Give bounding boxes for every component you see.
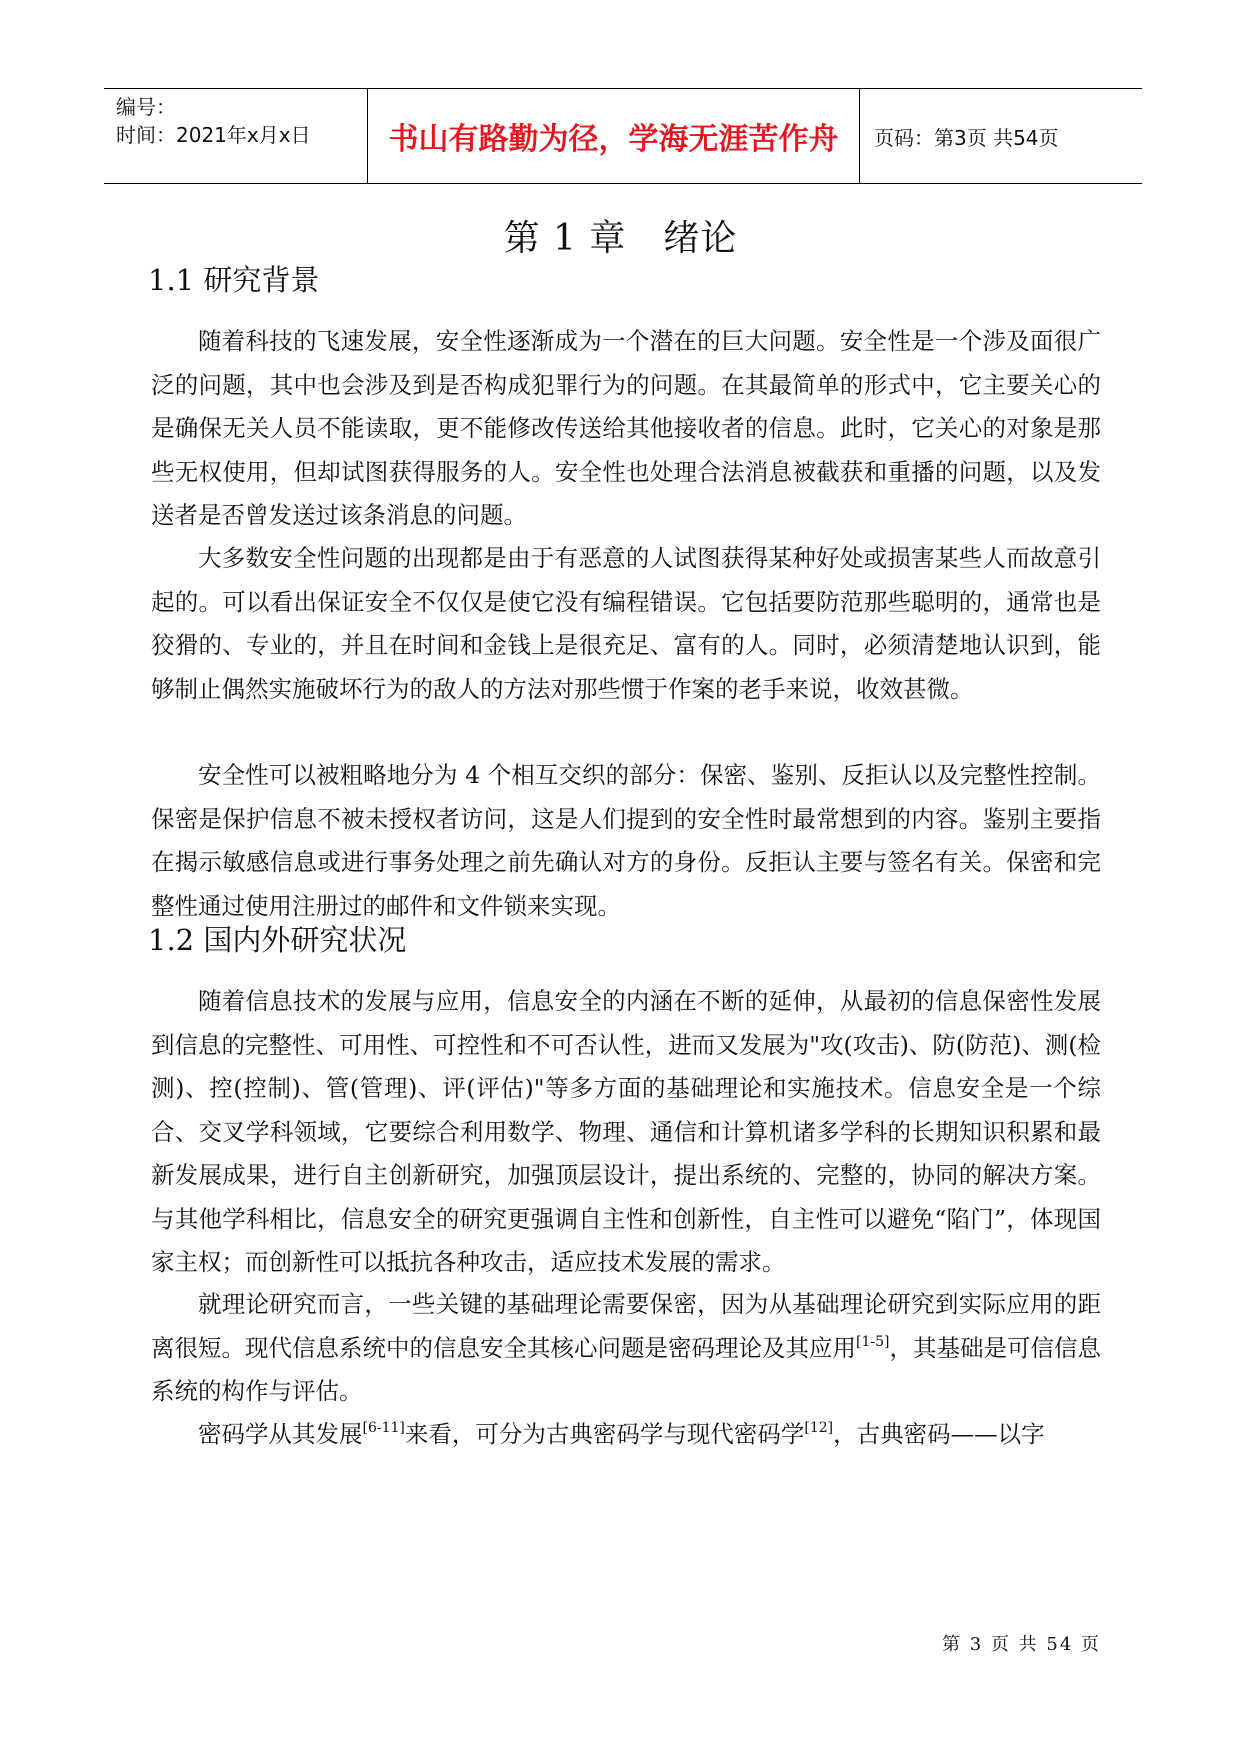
paragraph-text: 来看，可分为古典密码学与现代密码学 bbox=[404, 1420, 805, 1448]
paragraph: 随着科技的飞速发展，安全性逐渐成为一个潜在的巨大问题。安全性是一个涉及面很广泛的问题，其中也会涉及到是否构成犯罪行为的问题。在其最简单的形式中，它主要关心的是确保无关人员不能读取，更不能修改传送给其他接收者的信息。此时，它关心的对象是那些无权使用，但却试图获得服务的人。安全性也处理合法消息被截获和重播的问题，以及发送者是否曾发送过该条消息的问题。 bbox=[151, 327, 1101, 529]
chapter-title: 第 1 章 绪论 bbox=[503, 218, 738, 259]
citation: [1-5] bbox=[856, 1333, 890, 1350]
section-title-1-2: 1.2 国内外研究状况 bbox=[148, 923, 407, 957]
paragraph bbox=[151, 1413, 1101, 1457]
paragraph: 安全性可以被粗略地分为 4 个相互交织的部分：保密、鉴别、反拒认以及完整性控制。保密是保护信息不被未授权者访问，这是人们提到的安全性时最常想到的内容。鉴别主要指在揭示敏感信息或进行事务处理之前先确认对方的身份。反拒认主要与签名有关。保密和完整性通过使用注册过的邮件和文件锁来实现。 bbox=[151, 761, 1101, 920]
citation: [12] bbox=[804, 1420, 834, 1436]
page-footer: 第 3 页 共 54 页 bbox=[942, 1634, 1101, 1655]
paragraph: 大多数安全性问题的出现都是由于有恶意的人试图获得某种好处或损害某些人而故意引起的。可以看出保证安全不仅仅是使它没有编程错误。它包括要防范那些聪明的，通常也是狡猾的、专业的，并且在时间和金钱上是很充足、富有的人。同时，必须清楚地认识到，能够制止偶然实施破坏行为的敌人的方法对那些惯于作案的老手来说，收效甚微。 bbox=[151, 544, 1101, 703]
header-meta bbox=[104, 89, 368, 183]
paragraph-text: 就理论研究而言，一些关键的基础理论需要保密，因为从基础理论研究到实际应用的距离很短。现代信息系统中的信息安全其核心问题是密码理论及其应用 bbox=[151, 1290, 1101, 1362]
paragraph-text: 密码学从其发展 bbox=[198, 1420, 363, 1448]
paragraph: 随着信息技术的发展与应用，信息安全的内涵在不断的延伸，从最初的信息保密性发展到信息的完整性、可用性、可控性和不可否认性，进而又发展为"攻(攻击)、防(防范)、测(检测)、控(控制)、管(管理)、评(评估)"等多方面的基础理论和实施技术。信息安全是一个综合、交叉学科领域，它要综合利用数学、物理、通信和计算机诸多学科的长期知识积累和最新发展成果，进行自主创新研究，加强顶层设计，提出系统的、完整的，协同的解决方案。与其他学科相比，信息安全的研究更强调自主性和创新性，自主性可以避免“陷门”，体现国家主权；而创新性可以抵抗各种攻击，适应技术发展的需求。 bbox=[151, 987, 1101, 1276]
paragraph-text: ，其基础是可信信息系统的构作与评估。 bbox=[151, 1333, 1102, 1405]
page-header bbox=[104, 88, 1142, 184]
time-label: 时间：2021年x月x日 bbox=[116, 123, 311, 147]
header-page-label: 页码：第3页 共54页 bbox=[874, 125, 1059, 150]
paragraph-text: ，古典密码——以字 bbox=[833, 1420, 1045, 1448]
header-motto: 书山有路勤为径，学海无涯苦作舟 bbox=[368, 89, 860, 183]
paragraph bbox=[151, 1283, 1101, 1414]
section-title-1-1: 1.1 研究背景 bbox=[148, 263, 320, 297]
citation: [6-11] bbox=[362, 1420, 405, 1436]
number-label: 编号： bbox=[116, 95, 176, 119]
